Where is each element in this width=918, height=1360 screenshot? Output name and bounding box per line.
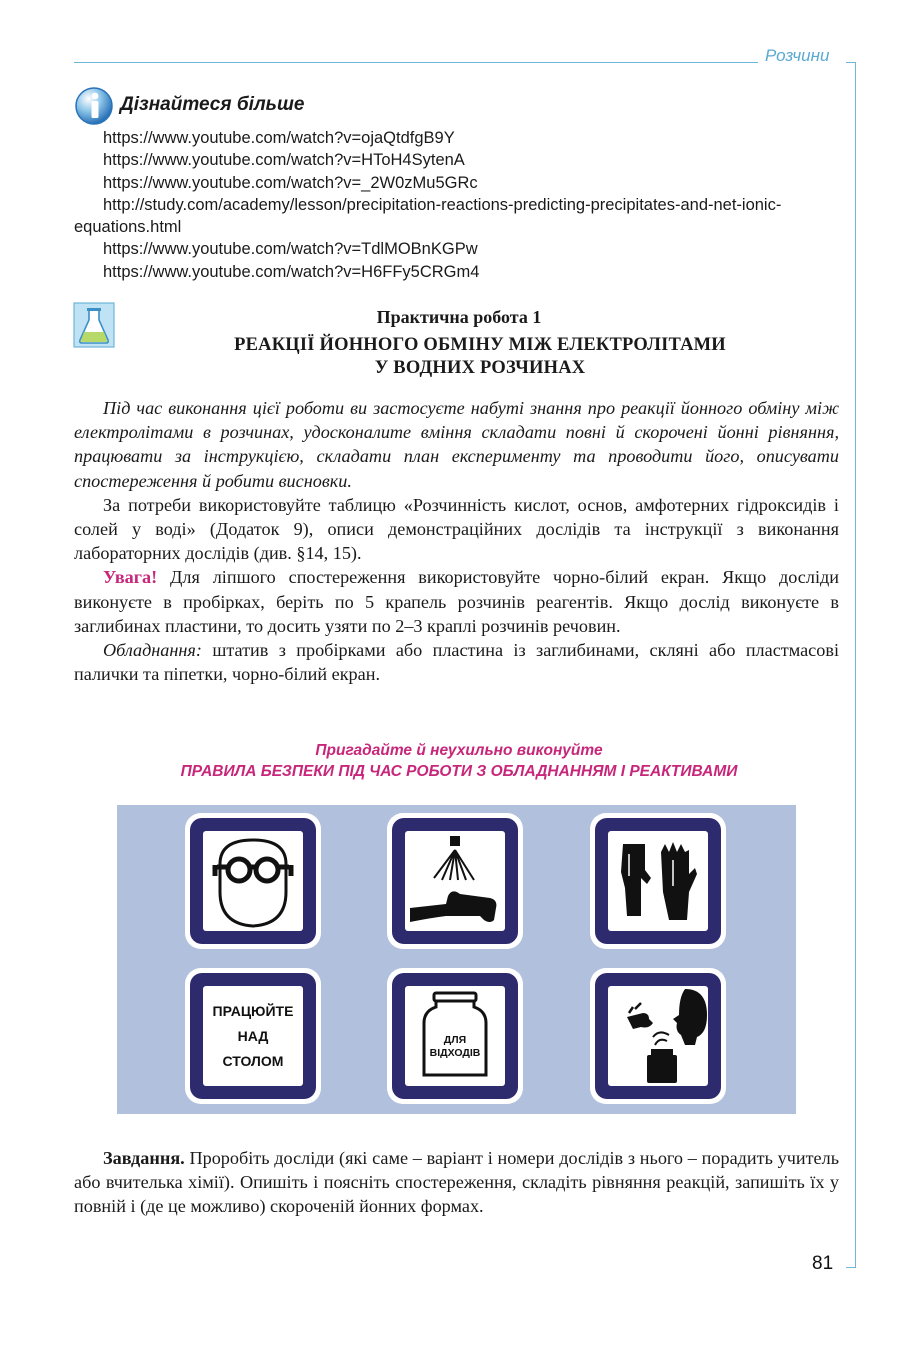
link-list [74, 127, 844, 283]
warning-label: Увага! [103, 567, 158, 588]
side-rule-top-tick [846, 62, 856, 63]
side-rule [855, 62, 856, 1267]
task-block [74, 1146, 839, 1219]
waste-jar-label [386, 967, 524, 1105]
paragraph: За потреби використовуйте таблицю «Розчинність кислот, основ, амфотерних гідроксидів і солей у воді» (Додаток 9), описи демонстраційних дослідів та інструкції з виконання лабораторних дослідів (див. §14, 15). [74, 494, 839, 564]
link-item[interactable]: https://www.youtube.com/watch?v=ojaQtdfgB9Y [103, 129, 455, 147]
wash-hands-sign-icon [386, 812, 524, 950]
learn-more-title: Дізнайтеся більше [120, 94, 305, 115]
sign-text-line: НАД [237, 1027, 269, 1044]
equipment-label: Обладнання: [103, 640, 202, 661]
link-item[interactable]: https://www.youtube.com/watch?v=HToH4SytenA [103, 151, 465, 170]
sign-text-line: СТОЛОМ [222, 1052, 284, 1069]
equipment-paragraph [74, 638, 839, 686]
warning-text: Для ліпшого спостереження використовуйте чорно-білий екран. Якщо досліди виконуєте в пробірках, беріть по 5 крапель розчинів реагентів. Якщо дослід виконуєте в заглибинах пластини, то досить узяти по 2–3 краплі розчинів речовин. [74, 567, 839, 636]
practical-title-line: РЕАКЦІЇ ЙОННОГО ОБМІНУ МІЖ ЕЛЕКТРОЛІТАМИ [234, 335, 726, 355]
link-item[interactable]: https://www.youtube.com/watch?v=TdlMOBnKGPw [103, 240, 478, 259]
link-item[interactable]: https://www.youtube.com/watch?v=_2W0zMu5GRc [103, 173, 478, 192]
task-label: Завдання. [103, 1148, 185, 1168]
task-text: Проробіть досліди (які саме – варіант і номери дослідів з нього – порадить учитель або вчителька хімії). Опишіть і поясніть спостереження, складіть рівняння реакцій, запишіть їх у повній і (де це можливо) скороченій йонних формах. [74, 1148, 839, 1217]
practical-subtitle: Практична робота 1 [376, 307, 542, 327]
link-item[interactable]: https://www.youtube.com/watch?v=H6FFy5CRGm4 [103, 262, 480, 281]
waste-jar-sign [386, 967, 524, 1105]
side-rule-bottom-tick [846, 1267, 856, 1268]
safety-signs-panel [117, 805, 796, 1114]
header-rule [74, 62, 758, 63]
body-text [74, 396, 839, 686]
warning-paragraph [74, 565, 839, 638]
rules-heading-line1: Пригадайте й неухильно виконуйте [315, 742, 603, 759]
practical-title [150, 334, 810, 380]
practical-title-line: У ВОДНИХ РОЗЧИНАХ [374, 358, 586, 378]
sign-text-line: ВІДХОДІВ [429, 1047, 481, 1059]
task-paragraph [74, 1146, 839, 1219]
goggles-sign-icon [184, 812, 322, 950]
page-number: 81 [812, 1253, 834, 1274]
sign-text-line: ДЛЯ [443, 1034, 467, 1046]
rules-heading-line2: ПРАВИЛА БЕЗПЕКИ ПІД ЧАС РОБОТИ З ОБЛАДНАННЯМ І РЕАКТИВАМИ [180, 763, 738, 780]
work-over-table-label [184, 967, 322, 1105]
intro-paragraph: Під час виконання цієї роботи ви застосуєте набуті знання про реакції йонного обміну між електролітами в розчинах, удосконалите вміння складати повні й скорочені йонні рівняння, працювати за інструкцією, складати план експерименту та проводити його, описувати спостереження й робити висновки. [74, 398, 839, 491]
section-title: Розчини [765, 46, 830, 65]
gloves-sign-icon [589, 812, 727, 950]
work-over-table-sign [184, 967, 322, 1105]
sign-text-line: ПРАЦЮЙТЕ [212, 1002, 294, 1019]
equipment-text: штатив з пробірками або пластина із заглибинами, скляні або пластмасові палички та піпетки, чорно-білий екран. [74, 640, 839, 685]
info-icon [74, 86, 114, 126]
link-item[interactable]: http://study.com/academy/lesson/precipitation-reactions-predicting-precipitates-and-net-ionic-equations.html [74, 195, 782, 237]
waft-smell-sign-icon [589, 967, 727, 1105]
